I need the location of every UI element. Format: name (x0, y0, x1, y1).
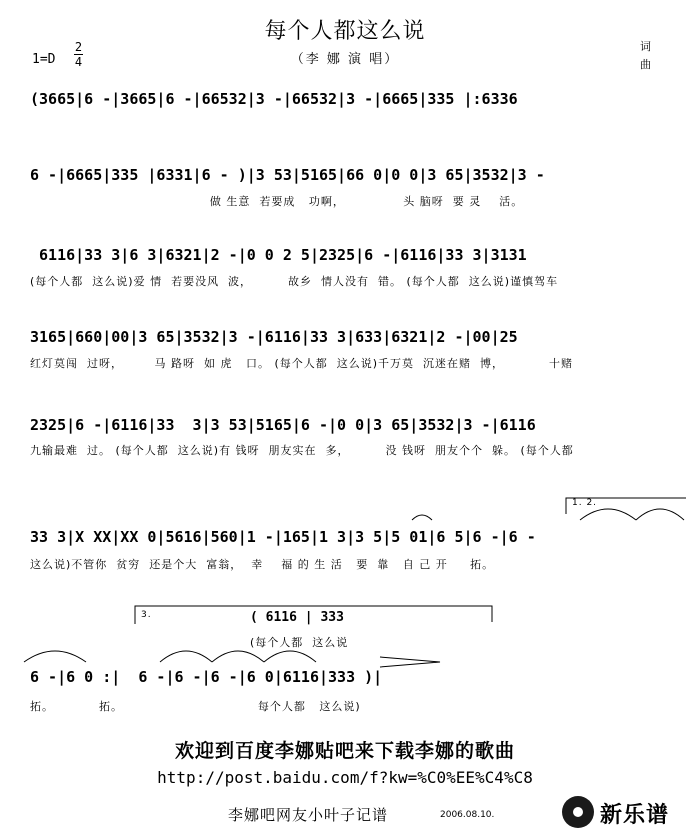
source-url[interactable]: http://post.baidu.com/f?kw=%C0%EE%C4%C8 (157, 768, 533, 787)
lyrics-row-3: (每个人都 这么说)爱 情 若要没风 波， 故乡 情人没有 错。 (每个人都 这么说)谨慎驾车 (30, 275, 559, 288)
transcriber-credit: 李娜吧网友小叶子记谱 (228, 806, 389, 824)
ending-3-lyrics: (每个人都 这么说 (250, 636, 349, 649)
notation-row-1: (3665|6 -|3665|6 -|66532|3 -|66532|3 -|6665|335 |:6336 (30, 90, 518, 108)
ending-label-1-2: 1. 2. (572, 498, 598, 508)
key-signature: 1=D (32, 52, 56, 67)
notation-row-3: 6116|33 3|6 3|6321|2 -|0 0 2 5|2325|6 -|6116|33 3|3131 (30, 246, 527, 264)
slur-2 (636, 509, 684, 520)
credit-words: 词 (640, 40, 651, 53)
logo-text: 新乐谱 (600, 803, 670, 828)
welcome-banner: 欢迎到百度李娜贴吧来下载李娜的歌曲 (174, 740, 515, 762)
notation-row-7: 6 -|6 0 :| 6 -|6 -|6 -|6 0|6116|333 )| (30, 668, 383, 686)
slur-6 (264, 651, 316, 662)
lyrics-row-4: 红灯莫闯 过呀， 马 路呀 如 虎 口。 (每个人都 这么说)千万莫 沉迷在赌 博， 十赌 (30, 357, 573, 370)
transcription-date: 2006.08.10. (440, 810, 495, 820)
song-title: 每个人都这么说 (264, 19, 426, 44)
site-logo[interactable] (562, 794, 686, 830)
lyrics-row-2: 做 生意 若要成 功啊， 头 脑呀 要 灵 活。 (30, 195, 524, 208)
notation-row-4: 3165|660|00|3 65|3532|3 -|6116|33 3|633|6321|2 -|00|25 (30, 328, 518, 346)
lyrics-row-6: 这么说)不管你 贫穷 还是个大 富翁， 幸 福 的 生 活 要 靠 自 己 开 拓。 (30, 558, 495, 571)
ending-label-3: 3. (141, 610, 152, 620)
notation-row-5: 2325|6 -|6116|33 3|3 53|5165|6 -|0 0|3 65|3532|3 -|6116 (30, 416, 536, 434)
meter-bottom: 4 (74, 55, 83, 69)
hairpin (380, 657, 440, 667)
tie-row6 (412, 515, 432, 520)
lyrics-row-5: 九输最难 过。 (每个人都 这么说)有 钱呀 朋友实在 多， 没 钱呀 朋友个个 躲。 (每个人都 (30, 444, 574, 457)
notation-row-6: 33 3|X XX|XX 0|5616|560|1 -|165|1 3|3 5|5 01|6 5|6 -|6 - (30, 528, 536, 546)
slur-4 (160, 651, 212, 662)
lyrics-row-7: 拓。 拓。 每个人都 这么说) (30, 700, 361, 713)
meter-top: 2 (74, 40, 83, 54)
notation-row-2: 6 -|6665|335 |6331|6 - )|3 53|5165|66 0|0 0|3 65|3532|3 - (30, 166, 545, 184)
record-disc-icon (562, 796, 594, 828)
slur-3 (24, 651, 86, 662)
ending-3-notes: ( 6116 | 333 (250, 610, 344, 625)
credit-music: 曲 (640, 58, 651, 71)
slur-1 (580, 509, 636, 520)
slur-5 (212, 651, 264, 662)
song-subtitle: （李 娜 演 唱） (290, 52, 400, 67)
